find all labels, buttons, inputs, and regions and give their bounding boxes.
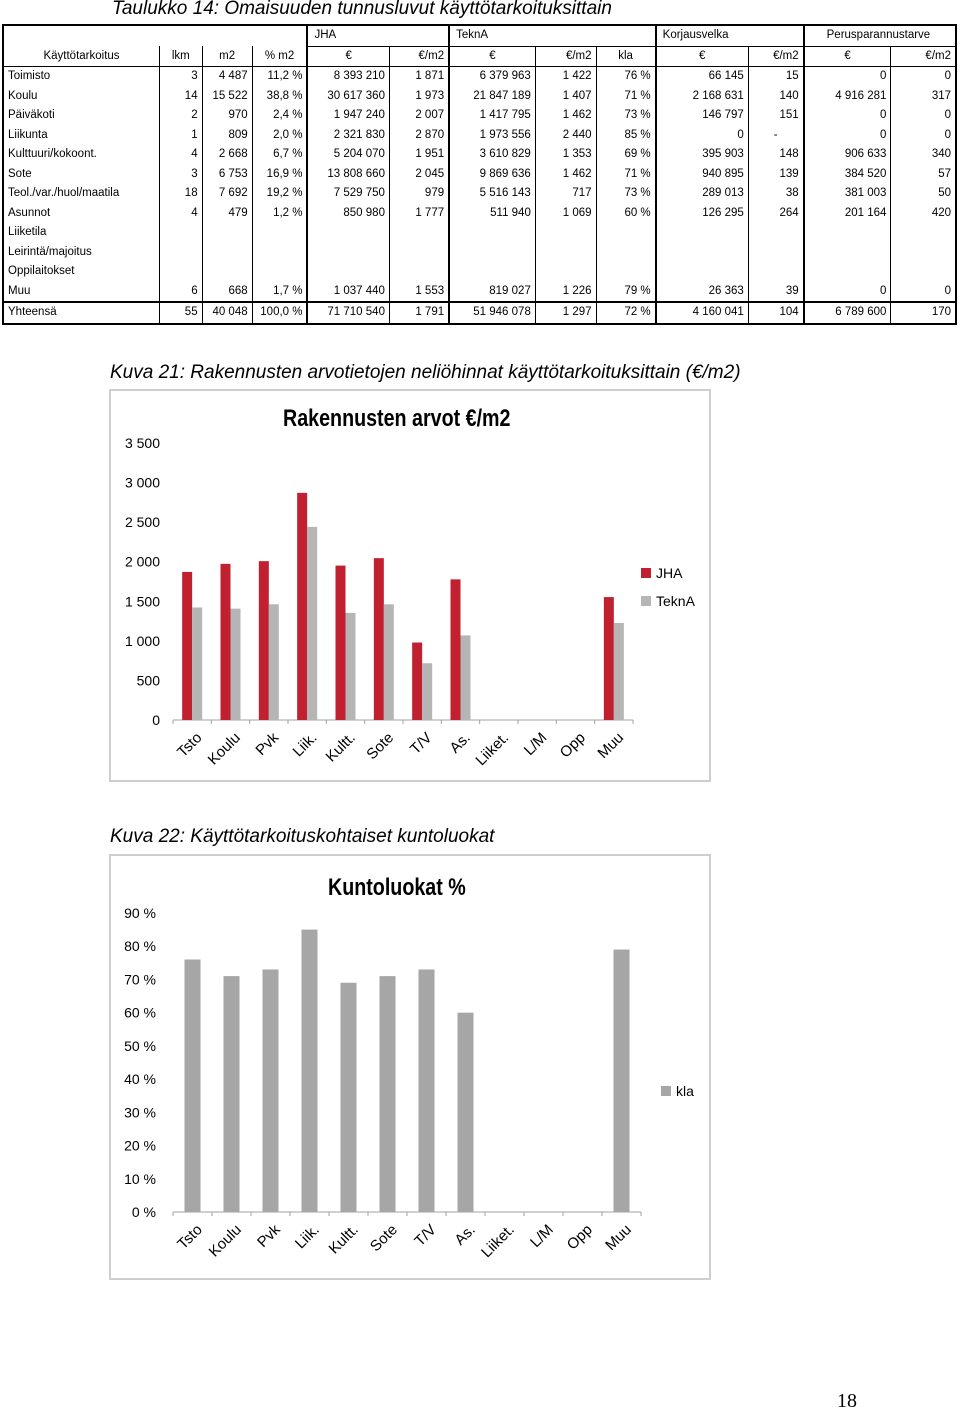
table-cell xyxy=(449,243,535,263)
table-cell xyxy=(252,243,307,263)
table-cell: 2,0 % xyxy=(252,126,307,146)
bar-kla-tv xyxy=(419,969,435,1212)
table-cell: 170 xyxy=(891,302,956,324)
x-tick-label: Muu xyxy=(602,1221,635,1254)
x-tick-label: Kultt. xyxy=(322,729,359,766)
table-cell xyxy=(160,243,203,263)
table-cell: 850 980 xyxy=(307,204,389,224)
table-row xyxy=(3,204,956,224)
table-cell: 66 145 xyxy=(656,67,749,87)
table-cell: 1 777 xyxy=(389,204,449,224)
table-cell: 51 946 078 xyxy=(449,302,535,324)
table-cell xyxy=(252,223,307,243)
group-header-tekna: TeknA xyxy=(449,25,656,46)
table-cell: 8 393 210 xyxy=(307,67,389,87)
table-cell: 100,0 % xyxy=(252,302,307,324)
bar-kla-koulu xyxy=(224,976,240,1212)
x-tick-label: Liik. xyxy=(291,1221,323,1253)
x-tick-label: Muu xyxy=(594,729,628,762)
table-cell xyxy=(307,223,389,243)
group-header-korjausvelka: Korjausvelka xyxy=(656,25,804,46)
table-cell xyxy=(160,223,203,243)
column-header: % m2 xyxy=(252,46,307,67)
table-cell: 14 xyxy=(160,87,203,107)
table-cell: 906 633 xyxy=(804,145,891,165)
x-tick-label: T/V xyxy=(406,729,436,758)
x-tick-label: Pvk xyxy=(252,729,283,760)
table-cell: 2 870 xyxy=(389,126,449,146)
column-header: € xyxy=(307,46,389,67)
table-cell: 1 069 xyxy=(535,204,596,224)
table-cell: 2 168 631 xyxy=(656,87,749,107)
legend-swatch xyxy=(641,568,651,578)
table-cell xyxy=(656,262,749,282)
row-label: Yhteensä xyxy=(3,302,160,324)
row-label: Päiväkoti xyxy=(8,109,55,122)
table-cell: 264 xyxy=(748,204,803,224)
table-cell: 4 xyxy=(160,204,203,224)
x-tick-label: Kultt. xyxy=(325,1221,362,1258)
table-body xyxy=(3,67,956,324)
bar-kla-pvk xyxy=(263,969,279,1212)
table-cell xyxy=(748,243,803,263)
table-cell xyxy=(596,262,656,282)
legend-label: TeknA xyxy=(656,593,695,609)
column-header: €/m2 xyxy=(389,46,449,67)
table-cell xyxy=(596,243,656,263)
bar-kla-kultt xyxy=(341,983,357,1212)
y-tick-label: 70 % xyxy=(124,971,156,988)
table-cell: 1 353 xyxy=(535,145,596,165)
table-cell xyxy=(748,223,803,243)
table-cell xyxy=(307,243,389,263)
table-cell: 6 789 600 xyxy=(804,302,891,324)
y-tick-label: 0 % xyxy=(131,1204,156,1220)
table-cell: 15 xyxy=(748,67,803,87)
table-cell xyxy=(804,223,891,243)
y-tick-label: 30 % xyxy=(124,1104,156,1121)
row-label: Leirintä/majoitus xyxy=(8,245,92,258)
table-cell xyxy=(389,262,449,282)
table-cell: 4 487 xyxy=(202,67,252,87)
bar-jha-tv xyxy=(412,643,422,720)
table-cell: 1 791 xyxy=(389,302,449,324)
column-header: € xyxy=(656,46,749,67)
row-label: Teol./var./huol/maatila xyxy=(8,187,120,200)
table-cell: 317 xyxy=(891,87,956,107)
table-cell: 1 553 xyxy=(389,282,449,303)
bar-jha-liik xyxy=(297,493,307,720)
table-row xyxy=(3,165,956,185)
table-cell: 2 321 830 xyxy=(307,126,389,146)
table-cell: 1 417 795 xyxy=(449,106,535,126)
bar-tekna-muu xyxy=(614,623,624,720)
y-tick-label: 0 xyxy=(152,712,160,728)
row-label: Toimisto xyxy=(3,67,160,87)
table-cell: 146 797 xyxy=(656,106,749,126)
group-header-perusparannustarve: Perusparannustarve xyxy=(804,25,956,46)
table-row xyxy=(3,126,956,146)
group-header-row xyxy=(3,25,956,46)
table-cell: 511 940 xyxy=(449,204,535,224)
legend-swatch xyxy=(661,1086,671,1096)
table-cell: 71 % xyxy=(596,165,656,185)
bar-kla-tsto xyxy=(185,960,201,1212)
table-cell: 0 xyxy=(891,126,956,146)
table-cell xyxy=(748,262,803,282)
table-cell xyxy=(449,262,535,282)
x-tick-label: Liiket. xyxy=(478,1221,518,1262)
table-cell: 0 xyxy=(891,67,956,87)
table-cell: 1 xyxy=(160,126,203,146)
x-tick-label: As. xyxy=(446,729,474,757)
table-cell xyxy=(596,223,656,243)
column-header: lkm xyxy=(160,46,203,67)
legend-label: JHA xyxy=(656,565,683,581)
table-cell xyxy=(252,262,307,282)
asset-table xyxy=(2,24,957,325)
table-cell: 55 xyxy=(160,302,203,324)
bar-jha-koulu xyxy=(221,564,231,720)
table-row xyxy=(3,67,956,87)
table-cell: 819 027 xyxy=(449,282,535,303)
table-cell: 1 871 xyxy=(389,67,449,87)
y-tick-label: 90 % xyxy=(124,905,156,921)
table-cell: 57 xyxy=(891,165,956,185)
table-cell: 0 xyxy=(804,282,891,303)
table-cell: 1 226 xyxy=(535,282,596,303)
table-cell: 1 407 xyxy=(535,87,596,107)
table-cell: 0 xyxy=(804,126,891,146)
table-cell: 26 363 xyxy=(656,282,749,303)
table-cell: 7 692 xyxy=(202,184,252,204)
table-cell: 4 916 281 xyxy=(804,87,891,107)
column-header: m2 xyxy=(202,46,252,67)
table-cell: 7 529 750 xyxy=(307,184,389,204)
table-cell: 1 947 240 xyxy=(307,106,389,126)
legend-label: kla xyxy=(676,1083,694,1099)
table-cell: 5 204 070 xyxy=(307,145,389,165)
table-cell: 85 % xyxy=(596,126,656,146)
table-cell: 148 xyxy=(748,145,803,165)
table-row xyxy=(3,106,956,126)
y-tick-label: 20 % xyxy=(124,1137,156,1154)
column-header: €/m2 xyxy=(535,46,596,67)
table-cell: 395 903 xyxy=(656,145,749,165)
x-tick-label: Sote xyxy=(363,729,398,764)
column-header: € xyxy=(804,46,891,67)
bar-jha-as xyxy=(451,579,461,720)
table-cell xyxy=(535,262,596,282)
bar-jha-tsto xyxy=(182,572,192,720)
y-tick-label: 40 % xyxy=(124,1071,156,1088)
table-cell xyxy=(389,223,449,243)
bar-tekna-liik xyxy=(307,527,317,720)
table-cell: 420 xyxy=(891,204,956,224)
table-cell: 9 869 636 xyxy=(449,165,535,185)
table-cell: 71 710 540 xyxy=(307,302,389,324)
table-cell: 6 753 xyxy=(202,165,252,185)
column-header: €/m2 xyxy=(748,46,803,67)
table-cell xyxy=(389,243,449,263)
x-tick-label: Koulu xyxy=(205,1221,245,1261)
table-cell xyxy=(202,262,252,282)
row-label: Liiketila xyxy=(8,226,47,239)
table-cell xyxy=(891,223,956,243)
table-cell xyxy=(535,243,596,263)
table-cell: 104 xyxy=(748,302,803,324)
y-tick-label: 80 % xyxy=(124,938,156,955)
table-cell: 2,4 % xyxy=(252,106,307,126)
bar-jha-sote xyxy=(374,558,384,720)
table-cell xyxy=(891,262,956,282)
y-tick-label: 60 % xyxy=(124,1004,156,1021)
x-tick-label: Opp xyxy=(563,1221,596,1254)
bar-kla-sote xyxy=(380,976,396,1212)
table-cell: 140 xyxy=(748,87,803,107)
bar-kla-muu xyxy=(614,950,630,1212)
table-cell: 340 xyxy=(891,145,956,165)
table-cell: 6 xyxy=(160,282,203,303)
table-cell: 76 % xyxy=(596,67,656,87)
table-cell: - xyxy=(748,126,803,146)
bar-kla-as xyxy=(458,1013,474,1212)
table-cell: 2 668 xyxy=(202,145,252,165)
y-tick-label: 500 xyxy=(136,672,160,689)
bar-tekna-sote xyxy=(384,604,394,720)
bar-tekna-tv xyxy=(422,663,432,720)
y-tick-label: 2 000 xyxy=(124,553,160,570)
table-cell: 0 xyxy=(656,126,749,146)
bar-tekna-as xyxy=(461,635,471,720)
table-cell: 1 297 xyxy=(535,302,596,324)
table-cell: 1 973 xyxy=(389,87,449,107)
table-cell: 2 440 xyxy=(535,126,596,146)
table-total-row xyxy=(3,302,956,324)
table-cell: 15 522 xyxy=(202,87,252,107)
condition-chart xyxy=(109,854,711,1280)
bar-jha-muu xyxy=(604,597,614,720)
table-cell: 0 xyxy=(891,106,956,126)
table-cell: 18 xyxy=(160,184,203,204)
table-cell: 3 xyxy=(160,165,203,185)
table-cell: 384 520 xyxy=(804,165,891,185)
bar-tekna-tsto xyxy=(192,607,202,720)
table-cell: 1 037 440 xyxy=(307,282,389,303)
row-label: Kulttuuri/kokoont. xyxy=(8,148,97,161)
table-cell: 39 xyxy=(748,282,803,303)
page-number: 18 xyxy=(837,1390,857,1412)
table-cell: 6 379 963 xyxy=(449,67,535,87)
bar-jha-kultt xyxy=(336,566,346,720)
row-label: Sote xyxy=(8,167,32,180)
x-tick-label: Liik. xyxy=(289,729,321,761)
table-cell: 6,7 % xyxy=(252,145,307,165)
chart-title: Rakennusten arvot €/m2 xyxy=(283,405,511,432)
condition-chart-plot xyxy=(111,856,709,1278)
x-tick-label: L/M xyxy=(520,729,551,760)
x-tick-label: Tsto xyxy=(174,729,206,761)
row-label: Muu xyxy=(8,284,31,297)
table-cell: 5 516 143 xyxy=(449,184,535,204)
value-chart xyxy=(109,389,711,782)
table-cell: 1 462 xyxy=(535,165,596,185)
table-cell xyxy=(804,243,891,263)
group-header-jha: JHA xyxy=(307,25,449,46)
table-cell: 11,2 % xyxy=(252,67,307,87)
column-header: € xyxy=(449,46,535,67)
value-chart-plot xyxy=(111,391,709,780)
table-cell: 4 160 041 xyxy=(656,302,749,324)
table-cell: 0 xyxy=(804,67,891,87)
table-cell: 38 xyxy=(748,184,803,204)
table-cell: 151 xyxy=(748,106,803,126)
row-label: Liikunta xyxy=(8,128,48,141)
table-cell xyxy=(656,223,749,243)
bar-tekna-pvk xyxy=(269,604,279,720)
table-cell xyxy=(535,223,596,243)
table-cell: 69 % xyxy=(596,145,656,165)
table-row xyxy=(3,184,956,204)
table-cell: 979 xyxy=(389,184,449,204)
column-header: Käyttötarkoitus xyxy=(43,49,120,62)
table-cell: 4 xyxy=(160,145,203,165)
bar-tekna-kultt xyxy=(346,613,356,720)
table-cell: 16,9 % xyxy=(252,165,307,185)
table-cell: 289 013 xyxy=(656,184,749,204)
table-cell: 1 422 xyxy=(535,67,596,87)
x-tick-label: Liiket. xyxy=(472,729,513,770)
figure-22-caption: Kuva 22: Käyttötarkoituskohtaiset kuntoluokat xyxy=(110,826,495,847)
figure-21-caption: Kuva 21: Rakennusten arvotietojen neliöhinnat käyttötarkoituksittain (€/m2) xyxy=(110,362,741,383)
y-tick-label: 1 500 xyxy=(124,593,160,610)
x-tick-label: Sote xyxy=(366,1221,401,1256)
table-cell: 479 xyxy=(202,204,252,224)
table-cell xyxy=(656,243,749,263)
table-cell: 668 xyxy=(202,282,252,303)
table-cell: 1 973 556 xyxy=(449,126,535,146)
y-tick-label: 3 000 xyxy=(124,474,160,491)
table-cell: 717 xyxy=(535,184,596,204)
table-cell: 40 048 xyxy=(202,302,252,324)
x-tick-label: Tsto xyxy=(174,1221,206,1253)
table-cell: 2 045 xyxy=(389,165,449,185)
y-tick-label: 50 % xyxy=(124,1037,156,1054)
x-tick-label: T/V xyxy=(411,1221,440,1250)
legend-swatch xyxy=(641,596,651,606)
table-cell: 3 610 829 xyxy=(449,145,535,165)
table-cell: 73 % xyxy=(596,106,656,126)
table-cell xyxy=(202,243,252,263)
table-cell: 1 951 xyxy=(389,145,449,165)
x-tick-label: As. xyxy=(451,1221,479,1249)
table-cell: 1,2 % xyxy=(252,204,307,224)
table-cell: 1,7 % xyxy=(252,282,307,303)
table-cell: 3 xyxy=(160,67,203,87)
x-tick-label: Pvk xyxy=(254,1221,284,1252)
table-cell: 1 462 xyxy=(535,106,596,126)
y-tick-label: 2 500 xyxy=(124,514,160,531)
bar-tekna-koulu xyxy=(231,609,241,720)
y-tick-label: 10 % xyxy=(124,1170,156,1187)
table-cell: 79 % xyxy=(596,282,656,303)
table-cell: 73 % xyxy=(596,184,656,204)
x-tick-label: Koulu xyxy=(204,729,244,769)
bar-jha-pvk xyxy=(259,561,269,720)
table-cell xyxy=(307,262,389,282)
table-cell: 2 xyxy=(160,106,203,126)
table-cell xyxy=(160,262,203,282)
table-cell: 809 xyxy=(202,126,252,146)
table-cell: 72 % xyxy=(596,302,656,324)
table-cell: 71 % xyxy=(596,87,656,107)
column-header: €/m2 xyxy=(891,46,956,67)
table-row xyxy=(3,262,956,282)
table-cell: 970 xyxy=(202,106,252,126)
table-cell: 50 xyxy=(891,184,956,204)
column-header-row xyxy=(3,46,956,67)
bar-kla-liik xyxy=(302,930,318,1212)
x-tick-label: L/M xyxy=(527,1221,557,1252)
chart-title: Kuntoluokat % xyxy=(328,874,466,901)
table-cell: 21 847 189 xyxy=(449,87,535,107)
table-caption: Taulukko 14: Omaisuuden tunnusluvut käyttötarkoituksittain xyxy=(112,0,612,19)
row-label: Asunnot xyxy=(8,206,51,219)
table-row xyxy=(3,145,956,165)
table-row xyxy=(3,243,956,263)
table-cell xyxy=(891,243,956,263)
table-row xyxy=(3,282,956,303)
column-header: kla xyxy=(596,46,656,67)
table-cell: 126 295 xyxy=(656,204,749,224)
table-cell: 2 007 xyxy=(389,106,449,126)
table-cell: 0 xyxy=(891,282,956,303)
table-cell: 0 xyxy=(804,106,891,126)
table-cell xyxy=(202,223,252,243)
table-cell: 940 895 xyxy=(656,165,749,185)
table-cell: 60 % xyxy=(596,204,656,224)
row-label: Oppilaitokset xyxy=(8,265,75,278)
table-row xyxy=(3,223,956,243)
table-cell: 19,2 % xyxy=(252,184,307,204)
table-cell xyxy=(449,223,535,243)
row-label: Koulu xyxy=(8,89,38,102)
y-tick-label: 3 500 xyxy=(124,435,160,451)
x-tick-label: Opp xyxy=(556,729,589,762)
table-cell: 139 xyxy=(748,165,803,185)
table-cell: 30 617 360 xyxy=(307,87,389,107)
table-cell: 38,8 % xyxy=(252,87,307,107)
table-cell: 201 164 xyxy=(804,204,891,224)
table-cell: 13 808 660 xyxy=(307,165,389,185)
y-tick-label: 1 000 xyxy=(124,632,160,649)
table-cell xyxy=(804,262,891,282)
table-row xyxy=(3,87,956,107)
table-cell: 381 003 xyxy=(804,184,891,204)
